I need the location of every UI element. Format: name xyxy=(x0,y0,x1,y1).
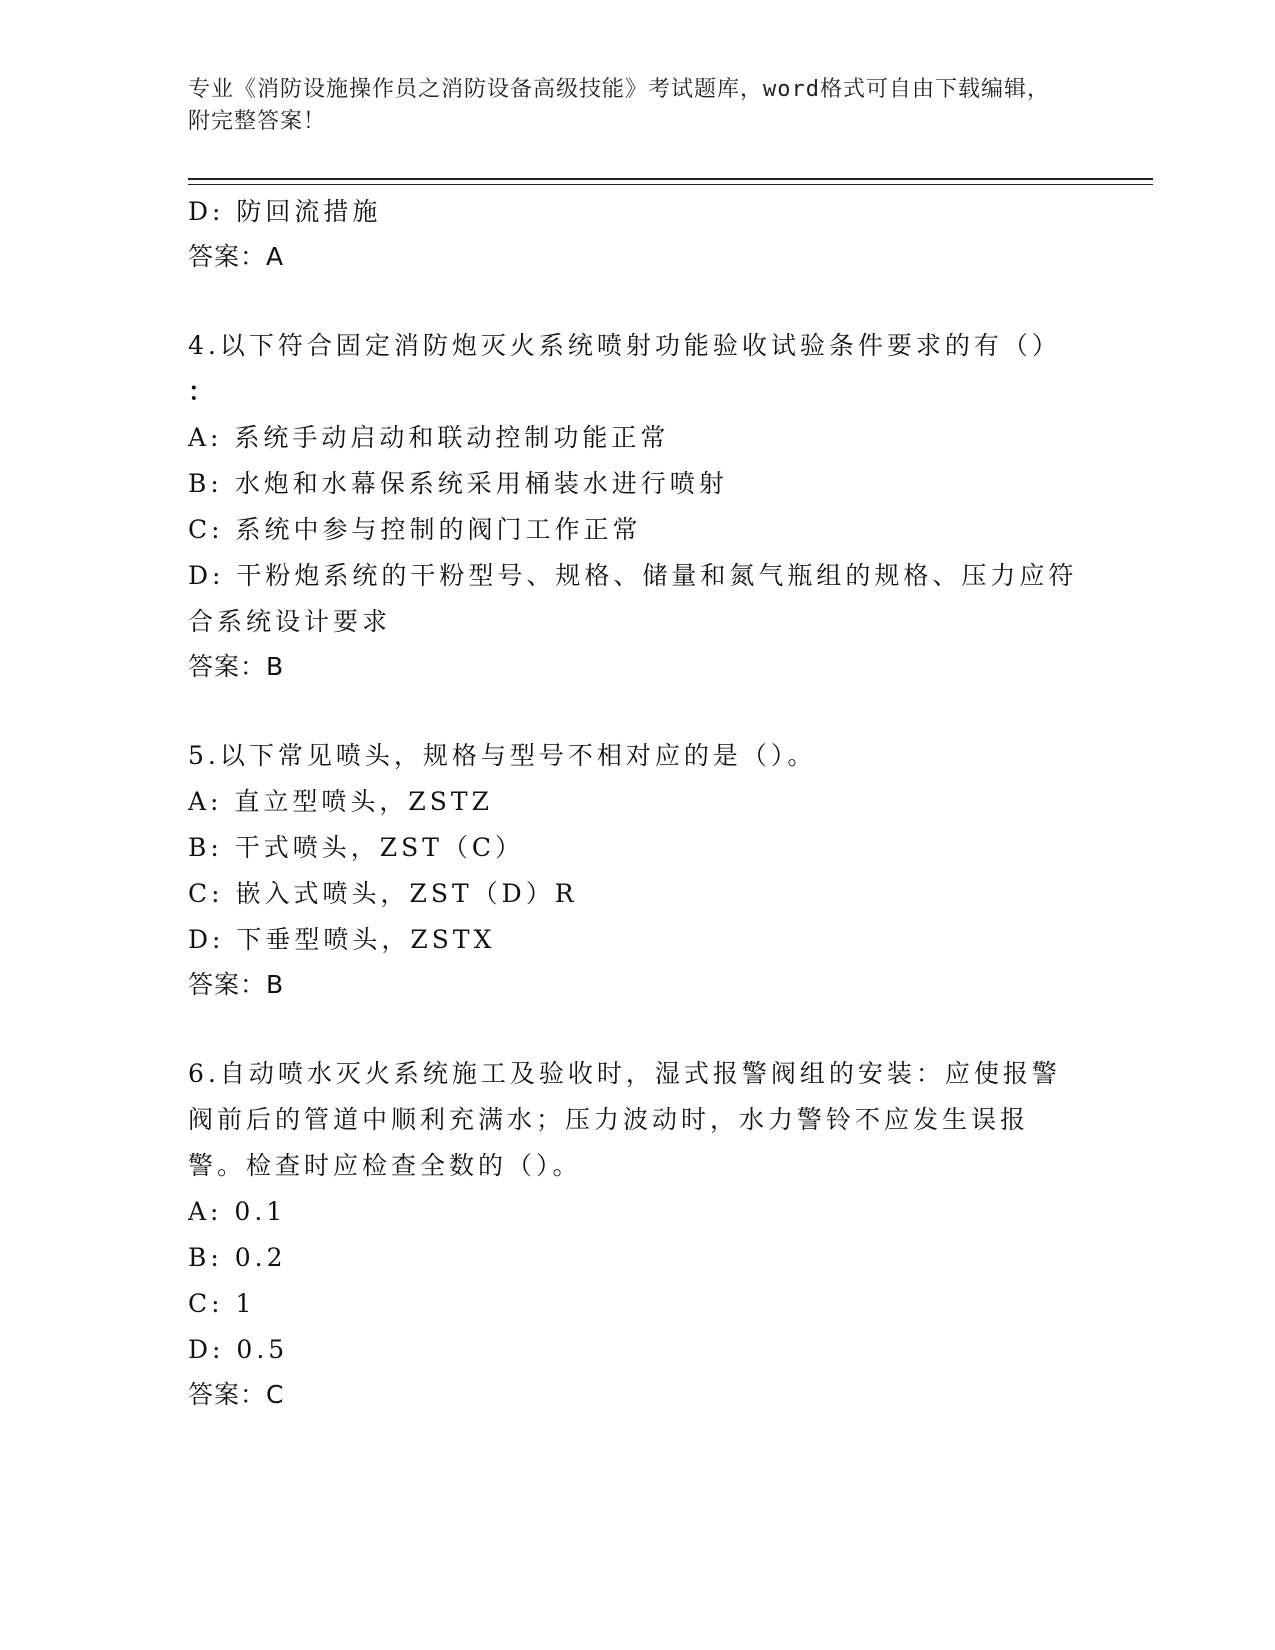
q4-option-a: A: 系统手动启动和联动控制功能正常 xyxy=(188,423,670,452)
q6-option-c: C: 1 xyxy=(188,1289,256,1318)
prev-option-d: D: 防回流措施 xyxy=(188,197,382,226)
question-content xyxy=(188,189,1088,1417)
q5-stem: 5.以下常见喷头，规格与型号不相对应的是（）。 xyxy=(188,741,817,770)
q4-colon: ： xyxy=(188,377,214,406)
q6-option-a: A: 0.1 xyxy=(188,1197,287,1226)
q5-option-c: C: 嵌入式喷头，ZST（D）R xyxy=(188,879,578,908)
q4-stem: 4.以下符合固定消防炮灭火系统喷射功能验收试验条件要求的有（） xyxy=(188,331,1061,360)
header-rule-thin xyxy=(188,184,1153,185)
q5-option-b: B: 干式喷头，ZST（C） xyxy=(188,833,525,862)
spacer xyxy=(188,1007,1088,1051)
spacer xyxy=(188,689,1088,733)
q6-option-b: B: 0.2 xyxy=(188,1243,287,1272)
document-header: 专业《消防设施操作员之消防设备高级技能》考试题库，word格式可自由下载编辑，附完整答案！ xyxy=(188,77,1050,134)
q5-option-a: A: 直立型喷头，ZSTZ xyxy=(188,787,493,816)
q4-answer: 答案：B xyxy=(188,652,285,681)
header-rule-thick xyxy=(188,178,1153,180)
q6-stem: 6.自动喷水灭火系统施工及验收时，湿式报警阀组的安装：应使报警阀前后的管道中顺利充满水；压力波动时，水力警铃不应发生误报警。检查时应检查全数的（）。 xyxy=(188,1059,1061,1180)
q5-answer: 答案：B xyxy=(188,970,285,999)
q4-option-d: D: 干粉炮系统的干粉型号、规格、储量和氮气瓶组的规格、压力应符合系统设计要求 xyxy=(188,561,1078,636)
prev-answer: 答案：A xyxy=(188,242,285,271)
q4-option-b: B: 水炮和水幕保系统采用桶装水进行喷射 xyxy=(188,469,728,498)
q6-answer: 答案：C xyxy=(188,1380,285,1409)
q6-option-d: D: 0.5 xyxy=(188,1335,289,1364)
q5-option-d: D: 下垂型喷头，ZSTX xyxy=(188,925,496,954)
spacer xyxy=(188,279,1088,323)
q4-option-c: C: 系统中参与控制的阀门工作正常 xyxy=(188,515,642,544)
